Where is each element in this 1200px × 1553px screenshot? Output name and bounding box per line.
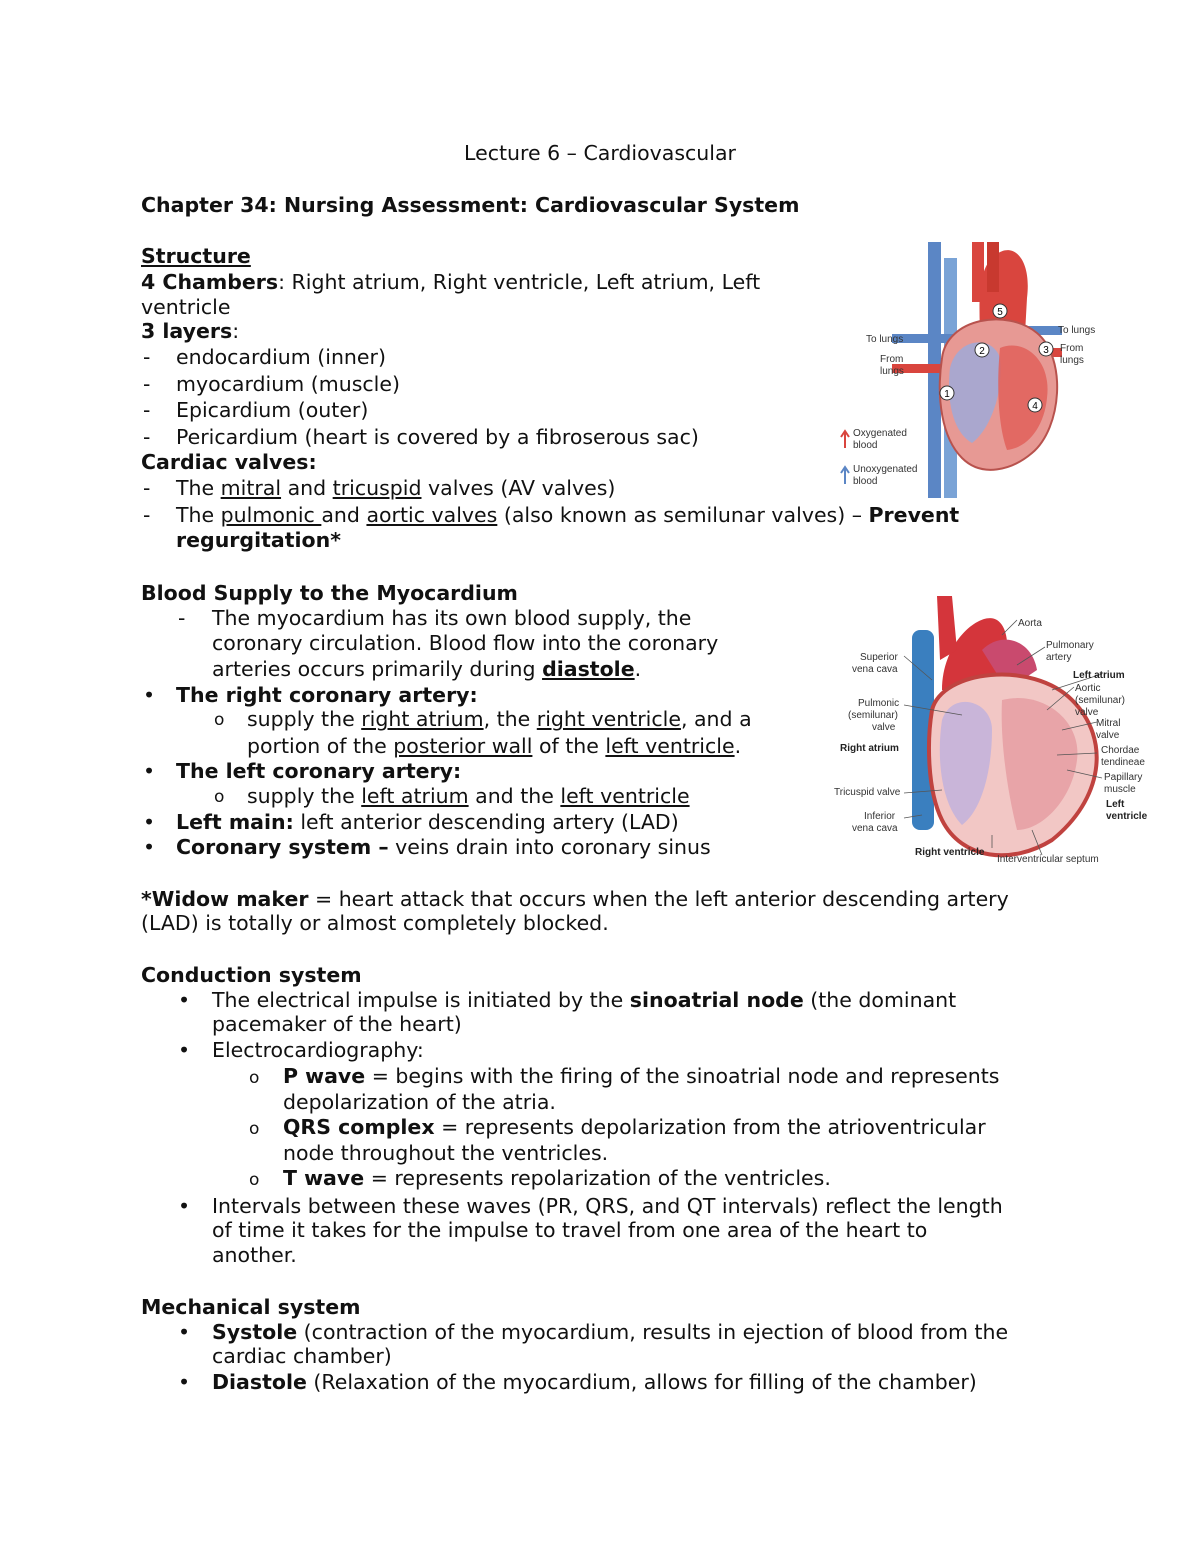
ivc-label: vena cava xyxy=(852,823,898,834)
valves-heading: Cardiac valves: xyxy=(141,450,317,474)
chambers-text: : Right atrium, Right ventricle, Left atrium, Left xyxy=(278,270,761,294)
valve-item-av xyxy=(176,476,615,501)
septum-label: Interventricular septum xyxy=(997,854,1099,865)
prevent-term: Prevent xyxy=(868,503,960,527)
marker-1-label: 1 xyxy=(944,389,950,400)
chambers-line xyxy=(141,270,760,295)
text-span: . xyxy=(734,734,742,758)
diastole-line xyxy=(212,1370,977,1395)
text-span: arteries occurs primarily during xyxy=(212,657,543,681)
term-span: left ventricle xyxy=(605,734,735,758)
diastole-term: diastole xyxy=(542,657,635,681)
text-span: = heart attack that occurs when the left anterior descending artery xyxy=(308,887,1009,911)
systole-line xyxy=(212,1320,1008,1345)
aortic-term: aortic valves xyxy=(366,503,498,527)
text-span: (Relaxation of the myocardium, allows for filling of the chamber) xyxy=(306,1370,977,1394)
qrs-line-2: node throughout the ventricles. xyxy=(283,1141,609,1165)
left-ventricle-label: Left xyxy=(1106,799,1125,810)
marker-4-label: 4 xyxy=(1032,401,1038,412)
aortic-valve-label: valve xyxy=(1075,707,1099,718)
sub-bullet-marker: o xyxy=(214,710,225,730)
from-lungs-left-label: From xyxy=(880,354,904,365)
lca-heading: The left coronary artery: xyxy=(176,759,462,783)
pulmonary-artery-label: artery xyxy=(1046,652,1072,663)
mechanical-heading: Mechanical system xyxy=(141,1295,361,1319)
text-span: and xyxy=(281,476,333,500)
sub-bullet-marker: o xyxy=(214,787,225,807)
bullet-marker: • xyxy=(143,683,156,707)
t-wave-line xyxy=(283,1166,831,1191)
papillary-label: Papillary xyxy=(1104,772,1143,783)
lca-supply-line xyxy=(247,784,690,809)
pulmonic-valve-label: valve xyxy=(872,722,896,733)
mitral-valve-label: Mitral xyxy=(1096,718,1121,729)
term-span: left atrium xyxy=(361,784,469,808)
layer-item: Pericardium (heart is covered by a fibroserous sac) xyxy=(176,425,699,449)
text-span: portion of the xyxy=(247,734,394,758)
conduction-item-cont: another. xyxy=(212,1243,297,1267)
papillary-label: muscle xyxy=(1104,784,1136,795)
paragraph-line xyxy=(212,657,641,682)
mitral-term: mitral xyxy=(220,476,282,500)
blood-supply-heading: Blood Supply to the Myocardium xyxy=(141,581,518,605)
dash-marker: - xyxy=(143,398,151,422)
from-lungs-right-label: lungs xyxy=(1060,355,1084,366)
diastole-label: Diastole xyxy=(212,1370,307,1394)
svc-label: Superior xyxy=(860,652,898,663)
bullet-marker: • xyxy=(143,810,156,834)
from-lungs-right-label: From xyxy=(1060,343,1084,354)
chordae-label: tendineae xyxy=(1101,757,1145,768)
term-span: left ventricle xyxy=(560,784,690,808)
p-wave-label: P wave xyxy=(283,1064,366,1088)
layer-item: Epicardium (outer) xyxy=(176,398,369,422)
pulmonary-artery-label: Pulmonary xyxy=(1046,640,1094,651)
conduction-heading: Conduction system xyxy=(141,963,362,987)
marker-2-label: 2 xyxy=(979,346,985,357)
dash-marker: - xyxy=(143,425,151,449)
layers-colon: : xyxy=(232,319,240,343)
paragraph-line: The myocardium has its own blood supply, the xyxy=(212,606,692,630)
text-span: The electrical impulse is initiated by the xyxy=(212,988,630,1012)
pulmonic-valve-label: Pulmonic xyxy=(858,698,900,709)
text-span: = represents repolarization of the ventricles. xyxy=(364,1166,831,1190)
from-lungs-left-label: lungs xyxy=(880,366,904,377)
t-wave-label: T wave xyxy=(283,1166,365,1190)
left-main-label: Left main: xyxy=(176,810,294,834)
to-lungs-right-label: To lungs xyxy=(1058,325,1096,336)
text-span: . xyxy=(634,657,642,681)
text-span: of the xyxy=(532,734,606,758)
qrs-label: QRS complex xyxy=(283,1115,435,1139)
term-span: right atrium xyxy=(361,707,484,731)
paragraph-line: coronary circulation. Blood flow into the coronary xyxy=(212,631,719,655)
coronary-system-line xyxy=(176,835,711,860)
unoxygenated-label: blood xyxy=(853,476,878,487)
text-span: = begins with the firing of the sinoatrial node and represents xyxy=(365,1064,1000,1088)
conduction-item: Intervals between these waves (PR, QRS, and QT intervals) reflect the length xyxy=(212,1194,1003,1218)
tricuspid-label: Tricuspid valve xyxy=(834,787,901,798)
text-span: supply the xyxy=(247,707,362,731)
bullet-marker: • xyxy=(143,759,156,783)
text-span: = represents depolarization from the atrioventricular xyxy=(434,1115,986,1139)
rca-supply-line xyxy=(247,707,752,732)
pulmonic-valve-label: (semilunar) xyxy=(848,710,899,721)
marker-5-label: 5 xyxy=(997,307,1003,318)
sinoatrial-node-term: sinoatrial node xyxy=(629,988,804,1012)
rca-heading: The right coronary artery: xyxy=(176,683,478,707)
page-title: Lecture 6 – Cardiovascular xyxy=(464,141,736,165)
p-wave-line xyxy=(283,1064,999,1089)
unoxygenated-arrow-icon xyxy=(841,467,849,484)
bullet-marker: • xyxy=(178,1194,191,1218)
sub-bullet-marker: o xyxy=(249,1119,260,1139)
text-span: The xyxy=(176,503,221,527)
text-span: The xyxy=(176,476,221,500)
to-lungs-left-label: To lungs xyxy=(866,334,904,345)
text-span: (contraction of the myocardium, results in ejection of blood from the xyxy=(297,1320,1009,1344)
left-atrium-label: Left atrium xyxy=(1073,670,1125,681)
conduction-item: Electrocardiography: xyxy=(212,1038,424,1062)
sub-bullet-marker: o xyxy=(249,1170,260,1190)
right-atrium-label: Right atrium xyxy=(840,743,899,754)
aortic-valve-label: Aortic xyxy=(1075,683,1101,694)
left-main-line xyxy=(176,810,679,835)
bullet-marker: • xyxy=(178,1038,191,1062)
unoxygenated-label: Unoxygenated xyxy=(853,464,918,475)
regurgitation-term: regurgitation* xyxy=(176,528,341,552)
oxygenated-label: Oxygenated xyxy=(853,428,907,439)
valve-item-semilunar xyxy=(176,503,959,528)
marker-3-label: 3 xyxy=(1043,345,1049,356)
oxygenated-label: blood xyxy=(853,440,878,451)
aorta-shape xyxy=(987,242,999,292)
widow-maker-line-2: (LAD) is totally or almost completely blocked. xyxy=(141,911,609,935)
bullet-marker: • xyxy=(178,988,191,1012)
chapter-heading: Chapter 34: Nursing Assessment: Cardiovascular System xyxy=(141,193,800,217)
text-span: supply the xyxy=(247,784,362,808)
text-span: , the xyxy=(483,707,537,731)
dash-marker: - xyxy=(143,372,151,396)
pulmonic-term: pulmonic xyxy=(220,503,322,527)
oxygenated-arrow-icon xyxy=(841,431,849,448)
widow-maker-line xyxy=(141,887,1009,912)
heart-circulation-figure xyxy=(832,238,1112,500)
layer-item: myocardium (muscle) xyxy=(176,372,400,396)
qrs-line xyxy=(283,1115,986,1140)
term-span: right ventricle xyxy=(536,707,681,731)
chambers-label: 4 Chambers xyxy=(141,270,279,294)
dash-marker: - xyxy=(143,345,151,369)
text-span: valves (AV valves) xyxy=(421,476,616,500)
tricuspid-term: tricuspid xyxy=(332,476,422,500)
sub-bullet-marker: o xyxy=(249,1068,260,1088)
aorta-shape xyxy=(972,242,984,302)
heart-anatomy-figure xyxy=(832,590,1162,870)
text-span: , and a xyxy=(680,707,752,731)
conduction-item xyxy=(212,988,956,1013)
text-span: veins drain into coronary sinus xyxy=(388,835,711,859)
text-span: (also known as semilunar valves) – xyxy=(497,503,869,527)
rca-supply-line-2 xyxy=(247,734,741,759)
right-ventricle-label: Right ventricle xyxy=(915,847,985,858)
conduction-item-cont: pacemaker of the heart) xyxy=(212,1012,462,1036)
aorta-shape xyxy=(937,596,957,660)
dash-marker: - xyxy=(143,503,151,527)
layers-label: 3 layers xyxy=(141,319,233,343)
chambers-line-2: ventricle xyxy=(141,295,231,319)
term-span: posterior wall xyxy=(393,734,533,758)
text-span: and xyxy=(321,503,367,527)
coronary-system-label: Coronary system – xyxy=(176,835,389,859)
dash-marker: - xyxy=(143,476,151,500)
widow-maker-label: *Widow maker xyxy=(141,887,309,911)
text-span: (the dominant xyxy=(803,988,957,1012)
aortic-valve-label: (semilunar) xyxy=(1075,695,1126,706)
text-span: left anterior descending artery (LAD) xyxy=(293,810,679,834)
systole-label: Systole xyxy=(212,1320,298,1344)
text-span: and the xyxy=(468,784,561,808)
mitral-valve-label: valve xyxy=(1096,730,1120,741)
chordae-label: Chordae xyxy=(1101,745,1140,756)
dash-marker: - xyxy=(178,606,186,630)
left-ventricle-label: ventricle xyxy=(1106,811,1148,822)
p-wave-line-2: depolarization of the atria. xyxy=(283,1090,556,1114)
svc-label: vena cava xyxy=(852,664,898,675)
bullet-marker: • xyxy=(178,1320,191,1344)
conduction-item-cont: of time it takes for the impulse to travel from one area of the heart to xyxy=(212,1218,928,1242)
aorta-label: Aorta xyxy=(1018,618,1042,629)
structure-heading: Structure xyxy=(141,244,251,268)
layers-line xyxy=(141,319,239,344)
bullet-marker: • xyxy=(178,1370,191,1394)
bullet-marker: • xyxy=(143,835,156,859)
layer-item: endocardium (inner) xyxy=(176,345,386,369)
systole-line-2: cardiac chamber) xyxy=(212,1344,392,1368)
ivc-label: Inferior xyxy=(864,811,896,822)
